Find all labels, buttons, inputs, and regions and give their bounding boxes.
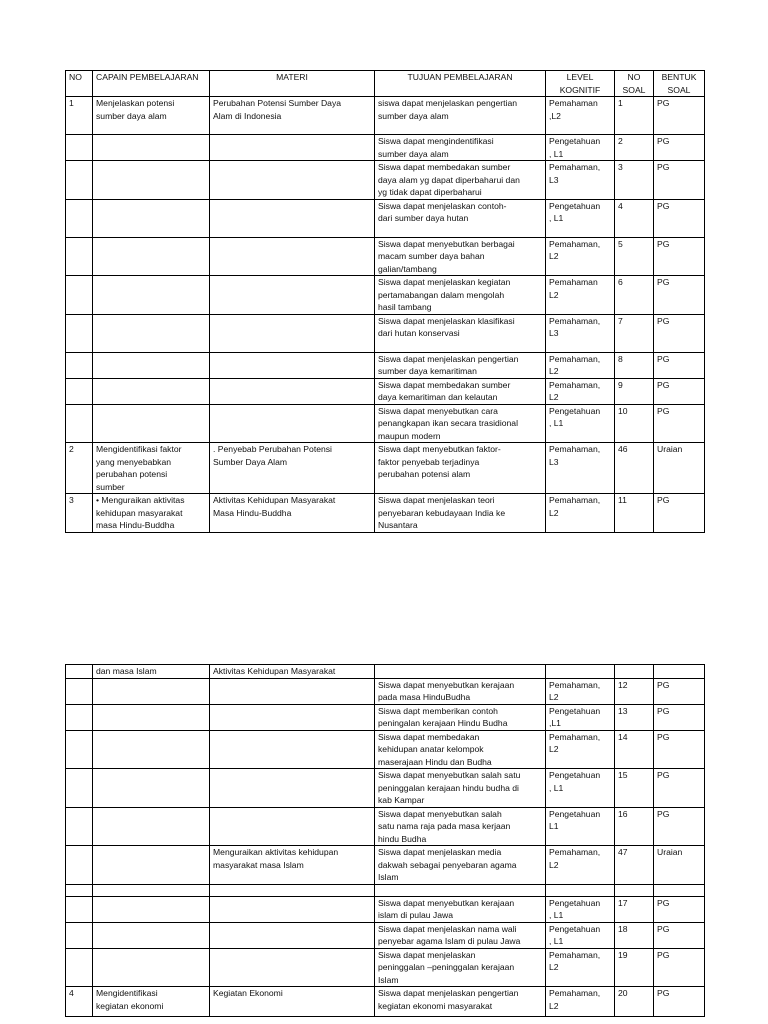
cell-nosoal: 7 bbox=[615, 314, 654, 352]
cell-bentuk: PG bbox=[654, 161, 705, 200]
cell-nosoal: 11 bbox=[615, 494, 654, 533]
cell-capaian bbox=[93, 730, 210, 769]
cell-level: Pemahaman, L2 bbox=[546, 987, 615, 1017]
cell-nosoal: 4 bbox=[615, 199, 654, 237]
cell-bentuk: PG bbox=[654, 135, 705, 161]
header-bentuk: BENTUK SOAL bbox=[654, 71, 705, 97]
cell-materi bbox=[210, 730, 375, 769]
cell-materi: Kegiatan Ekonomi bbox=[210, 987, 375, 1017]
cell-tujuan: Siswa dapat menyebutkan salah satu nama raja pada masa kerjaan hindu Budha bbox=[375, 807, 546, 846]
cell-materi: Perubahan Potensi Sumber Daya Alam di Indonesia bbox=[210, 97, 375, 135]
cell-bentuk: PG bbox=[654, 730, 705, 769]
cell-nosoal: 2 bbox=[615, 135, 654, 161]
cell-no bbox=[66, 665, 93, 679]
cell-materi bbox=[210, 352, 375, 378]
cell-tujuan: Siswa dapat menjelaskan peninggalan –peninggalan kerajaan Islam bbox=[375, 948, 546, 987]
cell-materi bbox=[210, 896, 375, 922]
cell-tujuan: Siswa dapt menyebutkan faktor- faktor penyebab terjadinya perubahan potensi alam bbox=[375, 443, 546, 494]
cell-no bbox=[66, 161, 93, 200]
cell-bentuk: PG bbox=[654, 237, 705, 276]
cell-level: Pemahaman L2 bbox=[546, 276, 615, 315]
cell-level: Pengetahuan , L1 bbox=[546, 404, 615, 443]
cell-nosoal: 12 bbox=[615, 678, 654, 704]
cell-tujuan: Siswa dapat menjelaskan klasifikasi dari hutan konservasi bbox=[375, 314, 546, 352]
cell-capaian bbox=[93, 404, 210, 443]
cell-no bbox=[66, 199, 93, 237]
cell-capaian bbox=[93, 769, 210, 808]
cell-no bbox=[66, 237, 93, 276]
cell-bentuk bbox=[654, 665, 705, 679]
table-row bbox=[66, 922, 705, 948]
cell-materi: Menguraikan aktivitas kehidupan masyarakat masa Islam bbox=[210, 846, 375, 885]
cell-nosoal: 20 bbox=[615, 987, 654, 1017]
cell-bentuk: Uraian bbox=[654, 443, 705, 494]
cell-materi bbox=[210, 807, 375, 846]
table-row bbox=[66, 135, 705, 161]
table-row bbox=[66, 199, 705, 237]
table-row bbox=[66, 276, 705, 315]
assessment-table-top bbox=[65, 70, 705, 533]
cell-nosoal: 13 bbox=[615, 704, 654, 730]
cell-materi bbox=[210, 276, 375, 315]
cell-nosoal: 6 bbox=[615, 276, 654, 315]
table-row bbox=[66, 404, 705, 443]
cell-level: Pengetahuan , L1 bbox=[546, 769, 615, 808]
cell-tujuan: Siswa dapat menyebutkan cara penangkapan ikan secara trasidional maupun modern bbox=[375, 404, 546, 443]
cell-tujuan: Siswa dapat menjelaskan nama wali penyebar agama Islam di pulau Jawa bbox=[375, 922, 546, 948]
cell-nosoal: 15 bbox=[615, 769, 654, 808]
cell-capaian: Menjelaskan potensi sumber daya alam bbox=[93, 97, 210, 135]
cell-level: Pemahaman, L2 bbox=[546, 948, 615, 987]
cell-capaian bbox=[93, 704, 210, 730]
cell-level: Pemahaman, L2 bbox=[546, 678, 615, 704]
cell-tujuan: Siswa dapat menyebutkan kerajaan islam di pulau Jawa bbox=[375, 896, 546, 922]
cell-level: Pemahaman, L2 bbox=[546, 378, 615, 404]
cell-level: Pemahaman, L2 bbox=[546, 494, 615, 533]
cell-bentuk: PG bbox=[654, 404, 705, 443]
cell-capaian bbox=[93, 678, 210, 704]
cell-capaian bbox=[93, 237, 210, 276]
cell-capaian bbox=[93, 276, 210, 315]
table-row bbox=[66, 443, 705, 494]
cell-bentuk: PG bbox=[654, 769, 705, 808]
cell-nosoal: 8 bbox=[615, 352, 654, 378]
assessment-table-top-body bbox=[66, 71, 705, 533]
cell-tujuan: Siswa dapat menjelaskan pengertian sumber daya kemaritiman bbox=[375, 352, 546, 378]
cell-bentuk: PG bbox=[654, 276, 705, 315]
table-row bbox=[66, 884, 705, 896]
cell-nosoal: 46 bbox=[615, 443, 654, 494]
cell-tujuan: Siswa dapat menjelaskan pengertian kegiatan ekonomi masyarakat bbox=[375, 987, 546, 1017]
cell-level: Pemahaman, L3 bbox=[546, 314, 615, 352]
header-no: NO bbox=[66, 71, 93, 97]
cell-level: Pengetahuan ,L1 bbox=[546, 704, 615, 730]
table-row bbox=[66, 97, 705, 135]
cell-materi bbox=[210, 678, 375, 704]
cell-materi: . Penyebab Perubahan Potensi Sumber Daya Alam bbox=[210, 443, 375, 494]
cell-capaian: dan masa Islam bbox=[93, 665, 210, 679]
cell-nosoal bbox=[615, 665, 654, 679]
table-row bbox=[66, 704, 705, 730]
header-nosoal: NO SOAL bbox=[615, 71, 654, 97]
cell-no bbox=[66, 884, 93, 896]
cell-materi: Aktivitas Kehidupan Masyarakat Masa Hindu-Buddha bbox=[210, 494, 375, 533]
cell-materi bbox=[210, 404, 375, 443]
cell-bentuk: PG bbox=[654, 987, 705, 1017]
cell-tujuan: Siswa dapat menjelaskan contoh- dari sumber daya hutan bbox=[375, 199, 546, 237]
cell-tujuan: Siswa dapat menyebutkan berbagai macam sumber daya bahan galian/tambang bbox=[375, 237, 546, 276]
cell-no: 1 bbox=[66, 97, 93, 135]
cell-no bbox=[66, 678, 93, 704]
cell-bentuk: PG bbox=[654, 352, 705, 378]
cell-no: 2 bbox=[66, 443, 93, 494]
table-row bbox=[66, 769, 705, 808]
table-row bbox=[66, 807, 705, 846]
cell-nosoal: 47 bbox=[615, 846, 654, 885]
cell-tujuan: Siswa dapat mengindentifikasi sumber daya alam bbox=[375, 135, 546, 161]
cell-no: 4 bbox=[66, 987, 93, 1017]
cell-nosoal: 18 bbox=[615, 922, 654, 948]
cell-materi bbox=[210, 314, 375, 352]
assessment-table-continued bbox=[65, 664, 705, 1017]
cell-materi bbox=[210, 769, 375, 808]
cell-no bbox=[66, 135, 93, 161]
cell-level: Pengetahuan , L1 bbox=[546, 922, 615, 948]
header-tujuan: TUJUAN PEMBELAJARAN bbox=[375, 71, 546, 97]
cell-nosoal: 1 bbox=[615, 97, 654, 135]
table-row bbox=[66, 730, 705, 769]
cell-bentuk: PG bbox=[654, 896, 705, 922]
cell-tujuan: Siswa dapat menyebutkan kerajaan pada masa HinduBudha bbox=[375, 678, 546, 704]
header-row bbox=[66, 71, 705, 97]
cell-capaian: Mengidentifikasi faktor yang menyebabkan perubahan potensi sumber bbox=[93, 443, 210, 494]
cell-bentuk bbox=[654, 884, 705, 896]
table-row bbox=[66, 948, 705, 987]
cell-no bbox=[66, 769, 93, 808]
cell-no bbox=[66, 922, 93, 948]
cell-no bbox=[66, 730, 93, 769]
cell-level: Pemahaman, L3 bbox=[546, 443, 615, 494]
cell-materi bbox=[210, 135, 375, 161]
cell-materi bbox=[210, 161, 375, 200]
cell-level bbox=[546, 665, 615, 679]
cell-tujuan: Siswa dapat membedakan sumber daya alam yg dapat diperbaharui dan yg tidak dapat diperbaharui bbox=[375, 161, 546, 200]
cell-bentuk: Uraian bbox=[654, 846, 705, 885]
cell-level: Pemahaman ,L2 bbox=[546, 97, 615, 135]
cell-materi bbox=[210, 237, 375, 276]
cell-bentuk: PG bbox=[654, 807, 705, 846]
cell-tujuan bbox=[375, 665, 546, 679]
cell-materi: Aktivitas Kehidupan Masyarakat bbox=[210, 665, 375, 679]
cell-materi bbox=[210, 948, 375, 987]
cell-nosoal: 3 bbox=[615, 161, 654, 200]
cell-capaian bbox=[93, 199, 210, 237]
cell-bentuk: PG bbox=[654, 378, 705, 404]
cell-bentuk: PG bbox=[654, 948, 705, 987]
cell-capaian bbox=[93, 314, 210, 352]
header-materi: MATERI bbox=[210, 71, 375, 97]
header-capaian: CAPAIN PEMBELAJARAN bbox=[93, 71, 210, 97]
table-row bbox=[66, 161, 705, 200]
cell-no bbox=[66, 896, 93, 922]
cell-no bbox=[66, 846, 93, 885]
table-row bbox=[66, 987, 705, 1017]
cell-materi bbox=[210, 884, 375, 896]
cell-bentuk: PG bbox=[654, 678, 705, 704]
cell-capaian bbox=[93, 807, 210, 846]
cell-capaian: • Menguraikan aktivitas kehidupan masyarakat masa Hindu-Buddha bbox=[93, 494, 210, 533]
cell-level: Pengetahuan , L1 bbox=[546, 199, 615, 237]
cell-capaian bbox=[93, 161, 210, 200]
cell-capaian bbox=[93, 135, 210, 161]
cell-no bbox=[66, 404, 93, 443]
cell-nosoal: 19 bbox=[615, 948, 654, 987]
cell-level: Pengetahuan , L1 bbox=[546, 135, 615, 161]
cell-nosoal: 16 bbox=[615, 807, 654, 846]
cell-level: Pemahaman, L3 bbox=[546, 161, 615, 200]
cell-capaian bbox=[93, 884, 210, 896]
cell-nosoal bbox=[615, 884, 654, 896]
cell-level bbox=[546, 884, 615, 896]
cell-level: Pemahaman, L2 bbox=[546, 730, 615, 769]
table-row bbox=[66, 378, 705, 404]
table-row bbox=[66, 896, 705, 922]
cell-capaian bbox=[93, 846, 210, 885]
table-row bbox=[66, 494, 705, 533]
cell-capaian bbox=[93, 352, 210, 378]
cell-nosoal: 9 bbox=[615, 378, 654, 404]
table-row bbox=[66, 352, 705, 378]
cell-no bbox=[66, 276, 93, 315]
cell-bentuk: PG bbox=[654, 199, 705, 237]
cell-tujuan: Siswa dapat menjelaskan teori penyebaran kebudayaan India ke Nusantara bbox=[375, 494, 546, 533]
cell-no bbox=[66, 378, 93, 404]
cell-no bbox=[66, 704, 93, 730]
header-level: LEVEL KOGNITIF bbox=[546, 71, 615, 97]
table-row bbox=[66, 314, 705, 352]
table-row bbox=[66, 678, 705, 704]
cell-capaian bbox=[93, 922, 210, 948]
cell-level: Pemahaman, L2 bbox=[546, 846, 615, 885]
cell-capaian bbox=[93, 948, 210, 987]
cell-materi bbox=[210, 704, 375, 730]
cell-capaian bbox=[93, 896, 210, 922]
cell-bentuk: PG bbox=[654, 704, 705, 730]
cell-nosoal: 10 bbox=[615, 404, 654, 443]
cell-capaian bbox=[93, 378, 210, 404]
cell-bentuk: PG bbox=[654, 314, 705, 352]
cell-nosoal: 17 bbox=[615, 896, 654, 922]
cell-tujuan: Siswa dapat membedakan kehidupan anatar kelompok maserajaan Hindu dan Budha bbox=[375, 730, 546, 769]
cell-level: Pengetahuan , L1 bbox=[546, 896, 615, 922]
cell-tujuan bbox=[375, 884, 546, 896]
cell-nosoal: 14 bbox=[615, 730, 654, 769]
cell-tujuan: Siswa dapat membedakan sumber daya kemaritiman dan kelautan bbox=[375, 378, 546, 404]
table-row bbox=[66, 846, 705, 885]
assessment-table-continued-body bbox=[66, 665, 705, 1017]
cell-tujuan: Siswa dapt memberikan contoh peningalan kerajaan Hindu Budha bbox=[375, 704, 546, 730]
cell-materi bbox=[210, 922, 375, 948]
cell-no bbox=[66, 314, 93, 352]
cell-level: Pemahaman, L2 bbox=[546, 237, 615, 276]
cell-tujuan: Siswa dapat menjelaskan media dakwah sebagai penyebaran agama Islam bbox=[375, 846, 546, 885]
cell-bentuk: PG bbox=[654, 97, 705, 135]
cell-tujuan: siswa dapat menjelaskan pengertian sumber daya alam bbox=[375, 97, 546, 135]
cell-nosoal: 5 bbox=[615, 237, 654, 276]
cell-materi bbox=[210, 199, 375, 237]
cell-level: Pengetahuan L1 bbox=[546, 807, 615, 846]
cell-no bbox=[66, 807, 93, 846]
cell-materi bbox=[210, 378, 375, 404]
cell-level: Pemahaman, L2 bbox=[546, 352, 615, 378]
cell-capaian: Mengidentifikasi kegiatan ekonomi bbox=[93, 987, 210, 1017]
cell-bentuk: PG bbox=[654, 494, 705, 533]
cell-bentuk: PG bbox=[654, 922, 705, 948]
cell-no bbox=[66, 948, 93, 987]
cell-no bbox=[66, 352, 93, 378]
cell-tujuan: Siswa dapat menjelaskan kegiatan pertamabangan dalam mengolah hasil tambang bbox=[375, 276, 546, 315]
cell-no: 3 bbox=[66, 494, 93, 533]
table-row bbox=[66, 665, 705, 679]
cell-tujuan: Siswa dapat menyebutkan salah satu peninggalan kerajaan hindu budha di kab Kampar bbox=[375, 769, 546, 808]
table-row bbox=[66, 237, 705, 276]
